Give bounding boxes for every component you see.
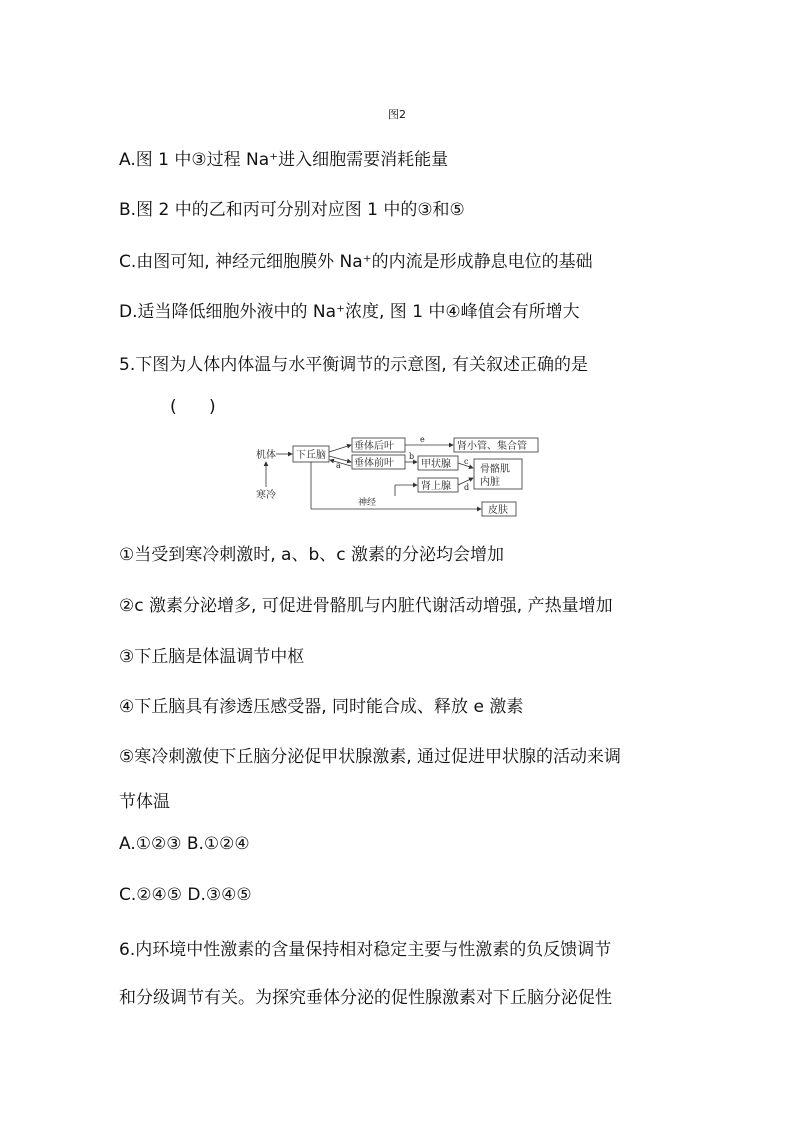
q4-option-d: D.适当降低细胞外液中的 Na⁺浓度, 图 1 中④峰值会有所增大 — [119, 302, 580, 322]
adrenal-label: 肾上腺 — [421, 481, 451, 492]
q5-statement-1: ①当受到寒冷刺激时, a、b、c 激素的分泌均会增加 — [119, 545, 505, 565]
arrow-label-b: b — [409, 452, 415, 461]
q5-choices-row2: C.②④⑤ D.③④⑤ — [119, 885, 252, 905]
answer-bracket: ( ) — [170, 397, 216, 417]
q5-statement-5: ⑤寒冷刺激使下丘脑分泌促甲状腺激素, 通过促进甲状腺的活动来调 — [119, 747, 622, 767]
q5-statement-2: ②c 激素分泌增多, 可促进骨骼肌与内脏代谢活动增强, 产热量增加 — [119, 596, 613, 616]
q4-option-b: B.图 2 中的乙和丙可分别对应图 1 中的③和⑤ — [119, 200, 465, 220]
q6-line-1: 6.内环境中性激素的含量保持相对稳定主要与性激素的负反馈调节 — [119, 940, 612, 960]
body-label: 机体 — [256, 450, 276, 461]
cold-label: 寒冷 — [256, 490, 276, 501]
arrow-label-d: d — [464, 483, 470, 492]
q5-statement-4: ④下丘脑具有渗透压感受器, 同时能合成、释放 e 激素 — [119, 697, 524, 717]
q5-statement-3: ③下丘脑是体温调节中枢 — [119, 647, 305, 667]
nerve-label: 神经 — [358, 498, 377, 508]
anterior-pituitary-label: 垂体前叶 — [354, 458, 394, 469]
q5-stem: 5.下图为人体内体温与水平衡调节的示意图, 有关叙述正确的是 — [119, 355, 589, 375]
arrow-label-e: e — [420, 435, 425, 444]
figure-caption: 图2 — [388, 108, 406, 121]
hypothalamus-label: 下丘脑 — [296, 450, 326, 461]
viscera-label: 内脏 — [480, 477, 500, 488]
q5-statement-5-cont: 节体温 — [119, 792, 170, 812]
thyroid-label: 甲状腺 — [421, 459, 451, 470]
arrow-label-c: c — [464, 457, 469, 466]
skin-label: 皮肤 — [488, 505, 508, 516]
regulation-diagram — [250, 432, 550, 524]
q4-option-a: A.图 1 中③过程 Na⁺进入细胞需要消耗能量 — [119, 150, 449, 170]
q5-choices-row1: A.①②③ B.①②④ — [119, 834, 250, 854]
q4-option-c: C.由图可知, 神经元细胞膜外 Na⁺的内流是形成静息电位的基础 — [119, 252, 593, 272]
muscle-label: 骨骼肌 — [480, 464, 510, 475]
arrow-label-a: a — [336, 461, 341, 470]
q6-line-2: 和分级调节有关。为探究垂体分泌的促性腺激素对下丘脑分泌促性 — [119, 988, 612, 1008]
posterior-pituitary-label: 垂体后叶 — [354, 441, 394, 452]
kidney-label: 肾小管、集合管 — [457, 441, 527, 452]
